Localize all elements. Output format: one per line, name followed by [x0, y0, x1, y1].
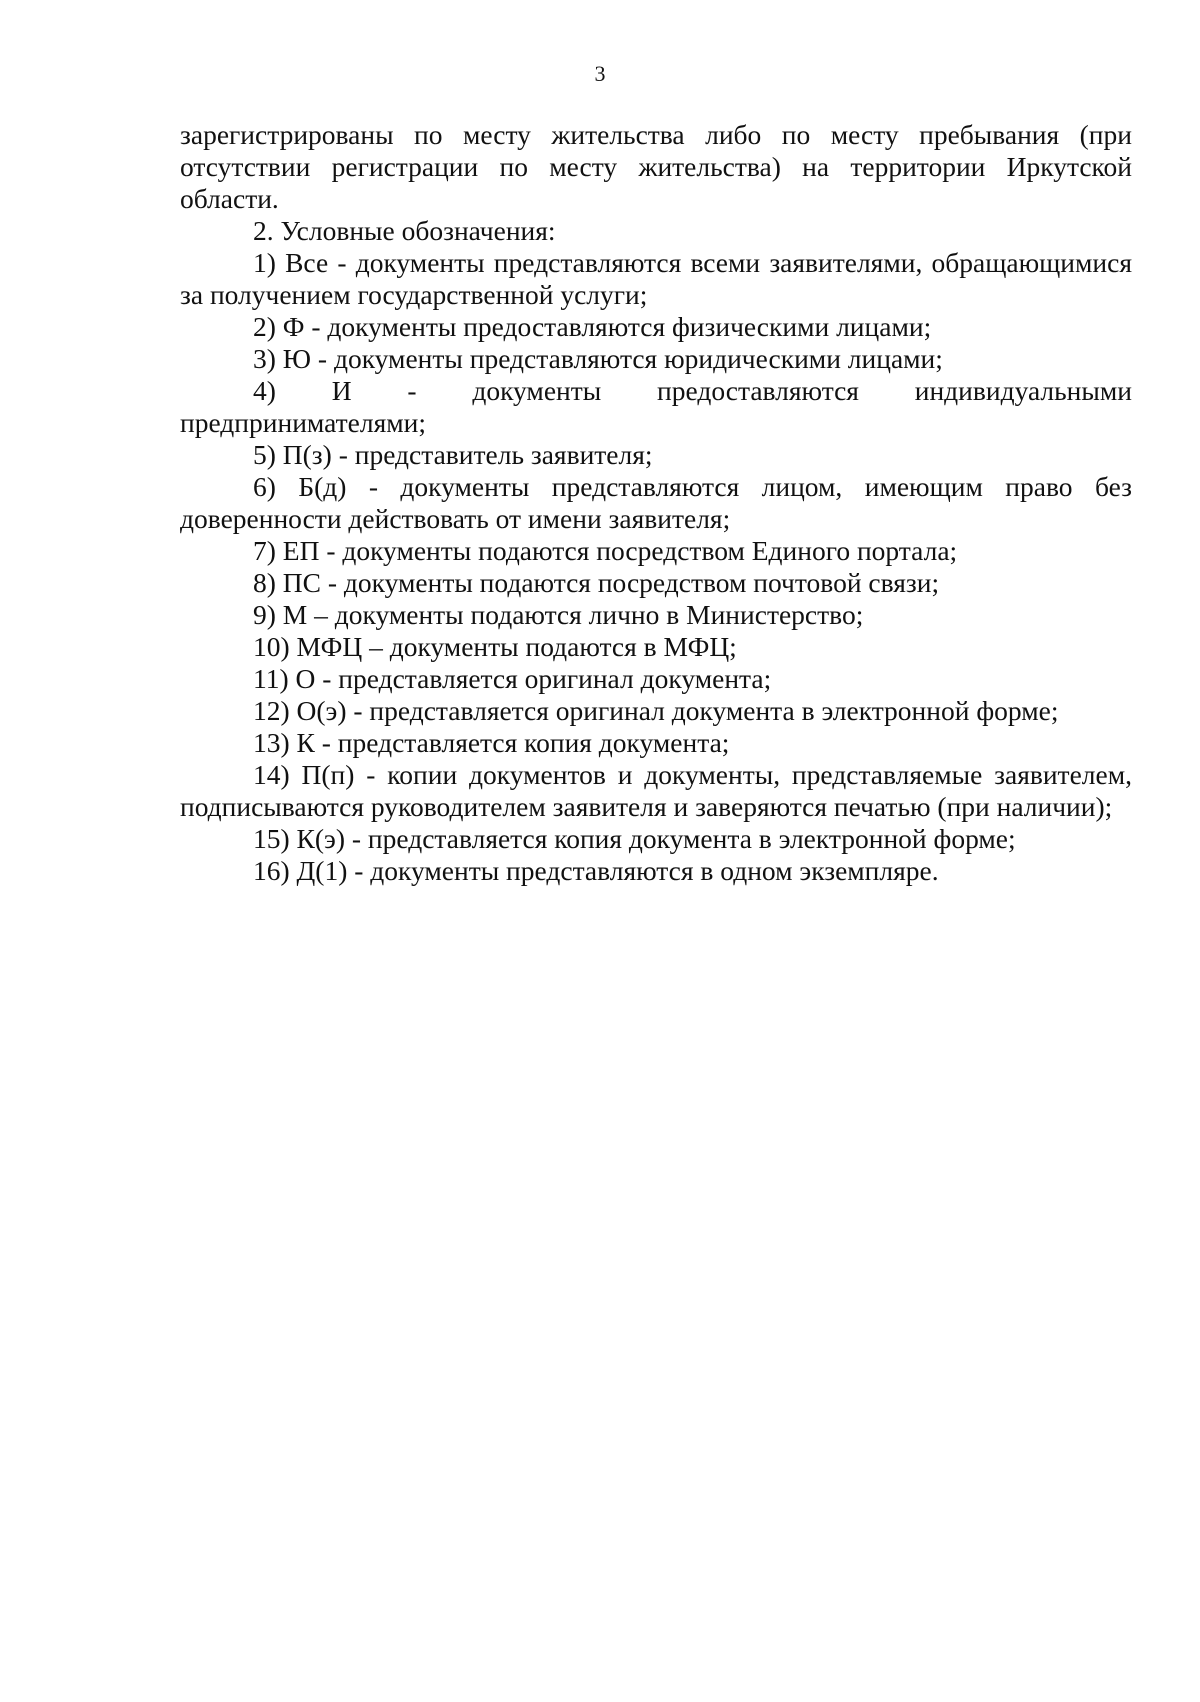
paragraph-6: 4) И - документы предоставляются индивидуальными предпринимателями;: [180, 375, 1132, 438]
paragraph-16: 14) П(п) - копии документов и документы, представляемые заявителем, подписываются руководителем заявителя и заверяются печатью (при наличии);: [180, 759, 1132, 822]
page-number: 3: [594, 61, 606, 86]
paragraph-12: 10) МФЦ – документы подаются в МФЦ;: [253, 631, 737, 662]
paragraph-1: зарегистрированы по месту жительства либо по месту пребывания (при отсутствии регистрации по месту жительства) на территории Иркутской области.: [180, 119, 1132, 214]
paragraph-13: 11) О - представляется оригинал документа;: [253, 663, 772, 694]
paragraph-8: 6) Б(д) - документы представляются лицом, имеющим право без доверенности действовать от имени заявителя;: [180, 471, 1132, 534]
paragraph-11: 9) М – документы подаются лично в Министерство;: [253, 599, 864, 630]
paragraph-3: 1) Все - документы представляются всеми заявителями, обращающимися за получением государственной услуги;: [180, 247, 1132, 310]
paragraph-5: 3) Ю - документы представляются юридическими лицами;: [253, 343, 943, 374]
paragraph-2: 2. Условные обозначения:: [253, 215, 556, 246]
paragraph-7: 5) П(з) - представитель заявителя;: [253, 439, 653, 470]
paragraph-14: 12) О(э) - представляется оригинал документа в электронной форме;: [253, 695, 1059, 726]
paragraph-9: 7) ЕП - документы подаются посредством Единого портала;: [253, 535, 958, 566]
paragraph-17: 15) К(э) - представляется копия документа в электронной форме;: [253, 823, 1016, 854]
paragraph-18: 16) Д(1) - документы представляются в одном экземпляре.: [253, 855, 939, 886]
paragraph-4: 2) Ф - документы предоставляются физическими лицами;: [253, 311, 932, 342]
paragraph-10: 8) ПС - документы подаются посредством почтовой связи;: [253, 567, 940, 598]
paragraph-15: 13) К - представляется копия документа;: [253, 727, 730, 758]
document-body: [180, 119, 1132, 887]
